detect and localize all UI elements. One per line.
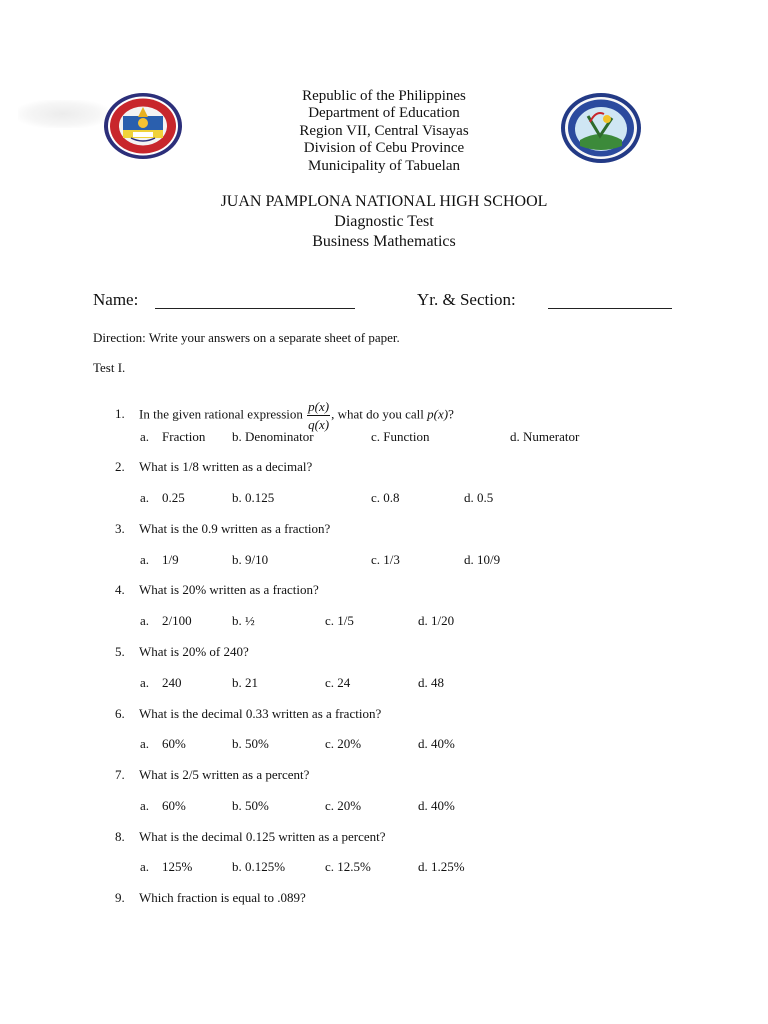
test-title: Diagnostic Test [334,213,434,230]
letterhead [0,88,768,175]
question-item [115,459,312,475]
choice: d. 1/20 [418,613,455,628]
choice: d. Numerator [510,429,580,444]
question-item [115,706,381,722]
school-heading [0,192,768,252]
choice: a. 2/100 [140,613,192,628]
section-label: Yr. & Section: [417,290,516,309]
choice: d. 10/9 [464,552,501,567]
name-blank [155,308,355,309]
direction-text: Direction: Write your answers on a separate sheet of paper. [93,330,400,345]
choice: b. Denominator [232,429,314,444]
choice: d. 48 [418,675,444,690]
letterhead-line: Republic of the Philippines [302,88,466,104]
choice: c. Function [371,429,430,444]
question-text: ? [448,406,454,422]
choice: c. 0.8 [371,490,400,505]
choice: b. 0.125% [232,859,286,874]
choice: b. ½ [232,613,255,628]
question-number: 7. [115,767,125,782]
choice: a. 240 [140,675,182,690]
name-label: Name: [93,290,139,309]
question-text: Which fraction is equal to .089? [139,890,306,905]
question-text: What is the decimal 0.33 written as a fraction? [139,706,382,721]
question-number: 1. [115,406,125,422]
question-text: What is 20% written as a fraction? [139,582,319,597]
choice: d. 40% [418,736,455,751]
question-text: , what do you call [331,406,428,422]
question-text: What is 20% of 240? [139,644,249,659]
choice: d. 1.25% [418,859,465,874]
question-number: 8. [115,829,125,844]
question-text: What is 1/8 written as a decimal? [139,459,313,474]
choice: b. 50% [232,798,269,813]
question-number: 2. [115,459,125,474]
fraction-denominator: q(x) [308,417,330,432]
subject-title: Business Mathematics [312,233,456,250]
choice: c. 24 [325,675,351,690]
choice: a. 1/9 [140,552,179,567]
question-text: What is the decimal 0.125 written as a percent? [139,829,386,844]
choice: a. 0.25 [140,490,185,505]
choice: d. 0.5 [464,490,494,505]
school-name: JUAN PAMPLONA NATIONAL HIGH SCHOOL [220,193,548,210]
question-number: 3. [115,521,125,536]
test-label: Test I. [93,360,126,375]
fraction-numerator: p(x) [308,399,330,414]
section-blank [548,308,672,309]
choice: b. 0.125 [232,490,275,505]
question-text: In the given rational expression [139,406,303,422]
question-text: What is the 0.9 written as a fraction? [139,521,331,536]
question-text-italic: p(x) [427,406,449,422]
question-number: 5. [115,644,125,659]
question-item [115,582,319,598]
question-number: 4. [115,582,125,597]
choice: c. 1/3 [371,552,400,567]
choice: a. 60% [140,798,186,813]
letterhead-line: Department of Education [308,105,460,122]
question-text: What is 2/5 written as a percent? [139,767,310,782]
choice: c. 20% [325,798,362,813]
choice: b. 21 [232,675,258,690]
question-item [115,398,454,433]
choice: b. 9/10 [232,552,269,567]
question-item [115,767,309,783]
rational-expression [307,398,330,433]
question-item [115,829,386,845]
question-number: 9. [115,890,125,905]
letterhead-line: Municipality of Tabuelan [308,157,460,174]
question-item [115,521,330,537]
choice: a. 125% [140,859,193,874]
choice: c. 1/5 [325,613,354,628]
choice: c. 20% [325,736,362,751]
question-item [115,890,306,906]
letterhead-line: Division of Cebu Province [303,140,465,157]
choice: c. 12.5% [325,859,371,874]
question-number: 6. [115,706,125,721]
choice: a. Fraction [140,429,206,444]
question-item [115,644,249,660]
choice: a. 60% [140,736,186,751]
choice: b. 50% [232,736,269,751]
letterhead-line: Region VII, Central Visayas [299,122,469,139]
choice: d. 40% [418,798,455,813]
